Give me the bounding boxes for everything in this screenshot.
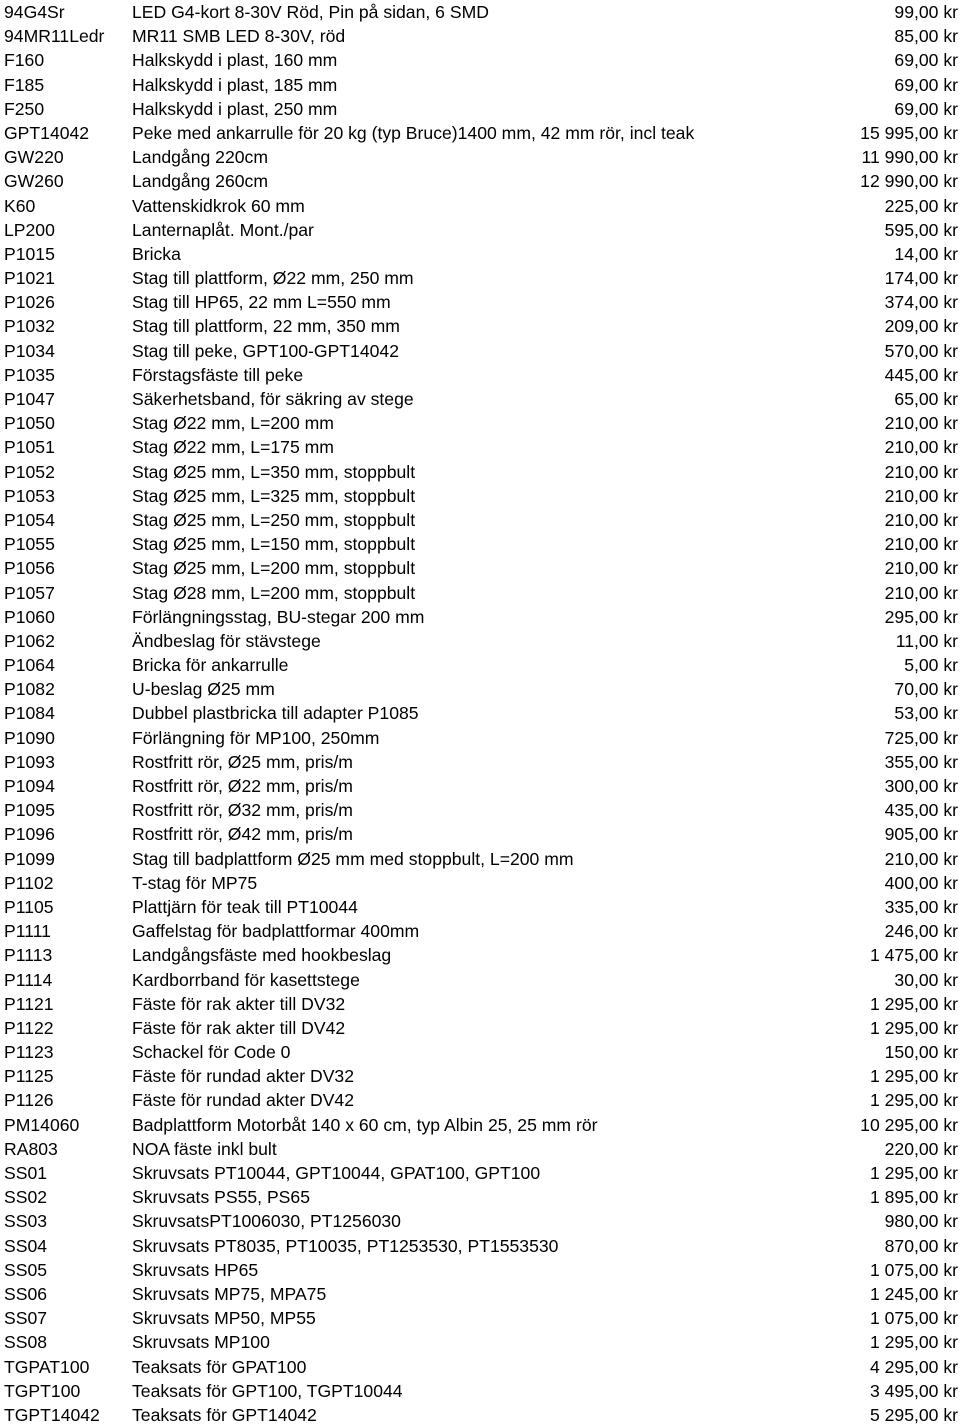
product-price: 445,00 kr [884,364,958,385]
table-row [0,919,960,943]
product-price: 1 075,00 kr [869,1259,958,1280]
product-code: P1090 [4,727,55,748]
table-row [0,653,960,677]
product-code: P1082 [4,679,55,700]
table-row [0,798,960,822]
product-code: SS08 [4,1332,48,1353]
product-description: Peke med ankarrulle för 20 kg (typ Bruce)1400 mm, 42 mm rör, incl teak [132,122,695,143]
product-price: 980,00 kr [884,1211,958,1232]
table-row [0,1306,960,1330]
table-row [0,726,960,750]
product-description: Stag Ø28 mm, L=200 mm, stoppbult [132,582,416,603]
product-description: SkruvsatsPT1006030, PT1256030 [132,1211,401,1232]
product-code: P1126 [4,1090,54,1111]
product-description: Halkskydd i plast, 160 mm [132,50,338,71]
product-description: Stag Ø25 mm, L=350 mm, stoppbult [132,461,416,482]
product-description: Förlängningsstag, BU-stegar 200 mm [132,606,425,627]
table-row [0,1040,960,1064]
product-price: 1 295,00 kr [869,993,958,1014]
product-description: Fäste för rundad akter DV32 [132,1066,354,1087]
product-price: 69,00 kr [894,50,958,71]
product-description: Schackel för Code 0 [132,1042,291,1063]
product-code: 94G4Sr [4,2,65,22]
product-description: Fäste för rak akter till DV42 [132,1017,346,1038]
product-description: NOA fäste inkl bult [132,1138,277,1159]
product-description: Skruvsats MP50, MP55 [132,1308,316,1329]
product-price: 210,00 kr [884,437,958,458]
table-row [0,1137,960,1161]
table-row [0,895,960,919]
product-code: P1047 [4,389,55,409]
table-row [0,169,960,193]
product-price: 210,00 kr [884,485,958,506]
product-description: Förlängning för MP100, 250mm [132,727,380,748]
product-description: Skruvsats PT10044, GPT10044, GPAT100, GPT100 [132,1163,541,1183]
table-row [0,411,960,435]
product-price: 400,00 kr [884,872,958,893]
product-price: 70,00 kr [894,679,958,700]
product-price: 1 075,00 kr [869,1308,958,1329]
table-row [0,460,960,484]
product-code: P1054 [4,509,55,530]
table-row [0,339,960,363]
product-code: TGPT14042 [4,1404,100,1425]
product-price: 1 245,00 kr [869,1283,958,1304]
product-price: 246,00 kr [884,921,958,942]
product-description: Skruvsats MP75, MPA75 [132,1283,327,1304]
product-description: Stag till peke, GPT100-GPT14042 [132,340,399,361]
product-code: SS05 [4,1259,48,1280]
product-price: 210,00 kr [884,534,958,555]
table-row [0,1161,960,1185]
product-price: 335,00 kr [884,896,958,917]
table-row [0,194,960,218]
table-row [0,1088,960,1112]
product-price: 1 295,00 kr [869,1017,958,1038]
product-code: P1094 [4,776,55,796]
product-code: 94MR11Ledr [4,26,105,47]
product-price: 209,00 kr [884,316,958,337]
table-row [0,97,960,121]
product-code: P1096 [4,824,55,845]
product-price: 99,00 kr [894,2,958,22]
product-price: 150,00 kr [884,1042,958,1063]
product-code: RA803 [4,1138,58,1159]
product-price: 15 995,00 kr [860,122,958,143]
product-description: Stag Ø25 mm, L=200 mm, stoppbult [132,558,416,579]
product-code: SS07 [4,1308,48,1329]
product-code: GW220 [4,147,64,168]
product-code: TGPAT100 [4,1356,90,1377]
product-price: 220,00 kr [884,1138,958,1159]
product-price: 595,00 kr [884,219,958,240]
product-description: Teaksats för GPT100, TGPT10044 [132,1380,403,1401]
table-row [0,847,960,871]
product-description: Stag Ø22 mm, L=200 mm [132,413,334,434]
product-description: Rostfritt rör, Ø32 mm, pris/m [132,800,353,821]
product-description: Teaksats för GPT14042 [132,1404,317,1425]
product-code: P1060 [4,606,55,627]
product-description: Skruvsats PT8035, PT10035, PT1253530, PT1553530 [132,1235,559,1256]
product-code: P1111 [4,921,51,942]
table-row [0,1379,960,1403]
product-description: Teaksats för GPAT100 [132,1356,307,1377]
product-price: 12 990,00 kr [860,171,958,192]
table-row [0,24,960,48]
product-price: 374,00 kr [884,292,958,313]
product-code: P1050 [4,413,55,434]
product-price: 10 295,00 kr [860,1114,958,1135]
table-row [0,968,960,992]
product-price: 11,00 kr [895,630,958,651]
product-price: 85,00 kr [894,26,958,47]
table-row [0,484,960,508]
product-price: 570,00 kr [884,340,958,361]
table-row [0,1330,960,1354]
product-price: 65,00 kr [894,389,958,409]
product-code: P1093 [4,751,55,772]
table-row [0,556,960,580]
product-price: 4 295,00 kr [869,1356,958,1377]
product-code: P1113 [4,945,53,966]
product-code: F185 [4,74,45,95]
product-code: P1034 [4,340,55,361]
table-row [0,73,960,97]
table-row [0,992,960,1016]
product-description: Stag Ø25 mm, L=325 mm, stoppbult [132,485,416,506]
table-row [0,581,960,605]
table-row [0,1185,960,1209]
product-price: 69,00 kr [894,74,958,95]
table-row [0,0,960,24]
product-price: 3 495,00 kr [869,1380,958,1401]
product-code: SS03 [4,1211,48,1232]
product-description: Stag till badplattform Ø25 mm med stoppbult, L=200 mm [132,848,574,869]
product-price: 435,00 kr [884,800,958,821]
product-description: Lanternaplåt. Mont./par [132,219,314,240]
table-row [0,605,960,629]
product-price: 1 475,00 kr [869,945,958,966]
product-code: LP200 [4,219,55,240]
product-description: Halkskydd i plast, 250 mm [132,98,338,119]
product-price: 14,00 kr [894,243,958,264]
product-description: Dubbel plastbricka till adapter P1085 [132,703,419,724]
product-code: P1099 [4,848,55,869]
product-description: LED G4-kort 8-30V Röd, Pin på sidan, 6 SMD [132,2,489,22]
table-row [0,822,960,846]
product-price: 5 295,00 kr [869,1404,958,1425]
product-price: 1 295,00 kr [869,1163,958,1183]
product-code: PM14060 [4,1114,80,1135]
product-code: TGPT100 [4,1380,81,1401]
product-price: 225,00 kr [884,195,958,216]
product-code: P1123 [4,1042,54,1063]
product-code: SS06 [4,1283,48,1304]
table-row [0,290,960,314]
product-code: SS01 [4,1163,48,1183]
product-description: Badplattform Motorbåt 140 x 60 cm, typ Albin 25, 25 mm rör [132,1114,598,1135]
product-code: F160 [4,50,45,71]
product-description: Landgång 220cm [132,147,268,168]
product-price: 5,00 kr [904,655,958,676]
product-description: Stag till HP65, 22 mm L=550 mm [132,292,391,313]
product-price: 69,00 kr [894,98,958,119]
product-code: P1125 [4,1066,54,1087]
product-price: 30,00 kr [894,969,958,990]
table-row [0,145,960,169]
product-code: P1035 [4,364,55,385]
table-row [0,1113,960,1137]
product-code: P1053 [4,485,55,506]
product-code: K60 [4,195,36,216]
table-row [0,1282,960,1306]
product-price: 870,00 kr [884,1235,958,1256]
table-row [0,1403,960,1427]
product-price: 210,00 kr [884,558,958,579]
table-row [0,435,960,459]
table-row [0,1355,960,1379]
table-row [0,508,960,532]
product-description: Ändbeslag för stävstege [132,630,321,651]
table-row [0,1258,960,1282]
table-row [0,629,960,653]
product-price: 11 990,00 kr [861,147,958,168]
product-code: P1051 [4,437,55,458]
table-row [0,1064,960,1088]
table-row [0,871,960,895]
product-price: 53,00 kr [894,703,958,724]
product-code: P1052 [4,461,55,482]
table-row [0,750,960,774]
table-row [0,121,960,145]
product-description: Rostfritt rör, Ø22 mm, pris/m [132,776,353,796]
product-code: P1122 [4,1017,54,1038]
product-price: 210,00 kr [884,461,958,482]
product-code: P1105 [4,896,54,917]
product-description: Bricka för ankarrulle [132,655,289,676]
product-price: 300,00 kr [884,776,958,796]
product-price: 905,00 kr [884,824,958,845]
product-price: 1 895,00 kr [869,1187,958,1208]
table-row [0,363,960,387]
table-row [0,314,960,338]
product-code: GW260 [4,171,64,192]
table-row [0,677,960,701]
product-description: Halkskydd i plast, 185 mm [132,74,338,95]
table-row [0,242,960,266]
product-description: Vattenskidkrok 60 mm [132,195,305,216]
product-description: Kardborrband för kasettstege [132,969,360,990]
product-price: 725,00 kr [884,727,958,748]
product-price: 210,00 kr [884,509,958,530]
table-row [0,943,960,967]
product-description: T-stag för MP75 [132,872,258,893]
product-code: P1032 [4,316,55,337]
product-code: P1062 [4,630,55,651]
product-description: Landgång 260cm [132,171,268,192]
table-row [0,387,960,411]
product-description: Stag Ø22 mm, L=175 mm [132,437,334,458]
product-price: 210,00 kr [884,582,958,603]
product-description: Stag till plattform, Ø22 mm, 250 mm [132,268,414,289]
product-code: P1064 [4,655,55,676]
product-code: P1021 [4,268,55,289]
table-row [0,1016,960,1040]
product-code: SS04 [4,1235,48,1256]
product-price: 1 295,00 kr [869,1066,958,1087]
product-code: P1015 [4,243,55,264]
product-description: U-beslag Ø25 mm [132,679,275,700]
table-row [0,701,960,725]
product-code: SS02 [4,1187,48,1208]
product-description: Stag till plattform, 22 mm, 350 mm [132,316,400,337]
product-description: MR11 SMB LED 8-30V, röd [132,26,346,47]
product-code: P1084 [4,703,55,724]
product-code: P1055 [4,534,55,555]
product-description: Rostfritt rör, Ø42 mm, pris/m [132,824,353,845]
product-code: P1102 [4,872,54,893]
product-description: Fäste för rak akter till DV32 [132,993,346,1014]
product-description: Rostfritt rör, Ø25 mm, pris/m [132,751,353,772]
product-price: 355,00 kr [884,751,958,772]
product-description: Fäste för rundad akter DV42 [132,1090,354,1111]
product-description: Skruvsats HP65 [132,1259,259,1280]
product-code: P1026 [4,292,55,313]
product-price: 1 295,00 kr [869,1090,958,1111]
product-price: 1 295,00 kr [869,1332,958,1353]
table-row [0,266,960,290]
product-description: Stag Ø25 mm, L=150 mm, stoppbult [132,534,416,555]
product-description: Förstagsfäste till peke [132,364,304,385]
product-code: P1056 [4,558,55,579]
product-price: 295,00 kr [884,606,958,627]
product-code: P1095 [4,800,55,821]
product-code: P1114 [4,969,53,990]
product-description: Säkerhetsband, för säkring av stege [132,389,414,409]
product-description: Bricka [132,243,181,264]
table-row [0,1209,960,1233]
product-description: Plattjärn för teak till PT10044 [132,896,358,917]
product-code: P1121 [4,993,54,1014]
product-price: 210,00 kr [884,413,958,434]
product-description: Landgångsfäste med hookbeslag [132,945,392,966]
product-description: Stag Ø25 mm, L=250 mm, stoppbult [132,509,416,530]
product-description: Gaffelstag för badplattformar 400mm [132,921,420,942]
product-code: GPT14042 [4,122,90,143]
product-description: Skruvsats PS55, PS65 [132,1187,310,1208]
product-price: 174,00 kr [884,268,958,289]
table-row [0,1234,960,1258]
table-row [0,48,960,72]
product-code: F250 [4,98,45,119]
table-row [0,218,960,242]
product-description: Skruvsats MP100 [132,1332,270,1353]
product-code: P1057 [4,582,55,603]
table-row [0,532,960,556]
product-price: 210,00 kr [884,848,958,869]
table-row [0,774,960,798]
